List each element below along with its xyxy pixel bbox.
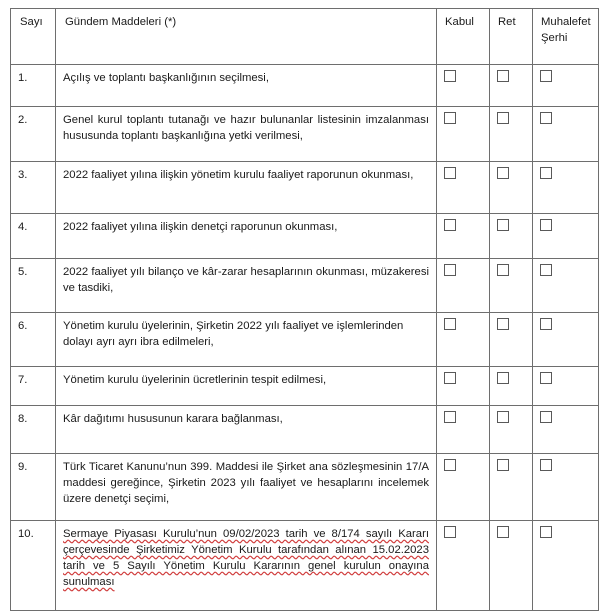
agenda-item-text	[56, 454, 437, 521]
column-header-kabul: Kabul	[437, 9, 490, 65]
row-number: 5.	[11, 259, 56, 313]
checkbox-muhalefet-serhi[interactable]	[540, 112, 552, 124]
table-row	[11, 406, 599, 454]
agenda-item-label: Kâr dağıtımı hususunun karara bağlanması,	[63, 413, 283, 425]
agenda-item-label: 2022 faaliyet yılı bilanço ve kâr-zarar hesaplarının okunması, müzakeresi ve tasdiki,	[63, 266, 429, 295]
checkbox-kabul-cell	[437, 367, 490, 406]
checkbox-muhalefet-serhi-cell	[533, 65, 599, 107]
checkbox-muhalefet-serhi[interactable]	[540, 70, 552, 82]
checkbox-muhalefet-serhi-cell	[533, 313, 599, 367]
agenda-item-label: 2022 faaliyet yılına ilişkin denetçi raporunun okunması,	[63, 221, 338, 233]
table-row	[11, 259, 599, 313]
checkbox-kabul-cell	[437, 65, 490, 107]
checkbox-muhalefet-serhi-cell	[533, 406, 599, 454]
checkbox-muhalefet-serhi[interactable]	[540, 318, 552, 330]
checkbox-muhalefet-serhi[interactable]	[540, 411, 552, 423]
checkbox-ret[interactable]	[497, 219, 509, 231]
checkbox-ret-cell	[490, 65, 533, 107]
agenda-item-label: 2022 faaliyet yılına ilişkin yönetim kurulu faaliyet raporunun okunması,	[63, 169, 414, 181]
checkbox-ret-cell	[490, 367, 533, 406]
table-header	[11, 9, 599, 65]
table-row	[11, 367, 599, 406]
checkbox-ret[interactable]	[497, 264, 509, 276]
checkbox-kabul-cell	[437, 521, 490, 611]
agenda-table	[10, 8, 599, 611]
table-row	[11, 107, 599, 162]
checkbox-kabul[interactable]	[444, 318, 456, 330]
row-number: 2.	[11, 107, 56, 162]
checkbox-muhalefet-serhi-cell	[533, 162, 599, 214]
agenda-item-label: Sermaye Piyasası Kurulu’nun 09/02/2023 tarih ve 8/174 sayılı Kararı çerçevesinde Şirketimiz Yönetim Kurulu tarafından alınan 15.02.2023 tarih ve 5 Sayılı Yönetim Kurulu Kararının genel kurulun onayına sunulması	[63, 528, 429, 589]
checkbox-ret-cell	[490, 521, 533, 611]
checkbox-ret-cell	[490, 162, 533, 214]
row-number: 6.	[11, 313, 56, 367]
table-row	[11, 214, 599, 259]
checkbox-kabul[interactable]	[444, 70, 456, 82]
agenda-item-label: Türk Ticaret Kanunu’nun 399. Maddesi ile Şirket ana sözleşmesinin 17/A maddesi gereğince, Şirketin 2023 yılı faaliyet ve hesaplarını incelemek üzere denetçi seçimi,	[63, 461, 429, 506]
checkbox-ret[interactable]	[497, 318, 509, 330]
row-number: 8.	[11, 406, 56, 454]
checkbox-kabul[interactable]	[444, 264, 456, 276]
checkbox-kabul[interactable]	[444, 526, 456, 538]
agenda-item-text	[56, 214, 437, 259]
column-header-muhalefet-serhi	[533, 9, 599, 65]
checkbox-kabul-cell	[437, 214, 490, 259]
checkbox-ret[interactable]	[497, 167, 509, 179]
column-header-gundem-maddeleri: Gündem Maddeleri (*)	[56, 9, 437, 65]
column-header-ret: Ret	[490, 9, 533, 65]
checkbox-muhalefet-serhi-cell	[533, 214, 599, 259]
checkbox-kabul-cell	[437, 162, 490, 214]
checkbox-kabul-cell	[437, 454, 490, 521]
row-number: 3.	[11, 162, 56, 214]
agenda-item-text	[56, 107, 437, 162]
agenda-item-label: Yönetim kurulu üyelerinin ücretlerinin tespit edilmesi,	[63, 374, 327, 386]
row-number: 7.	[11, 367, 56, 406]
checkbox-ret[interactable]	[497, 411, 509, 423]
agenda-item-text	[56, 521, 437, 611]
checkbox-kabul[interactable]	[444, 459, 456, 471]
checkbox-muhalefet-serhi-cell	[533, 521, 599, 611]
checkbox-kabul[interactable]	[444, 372, 456, 384]
checkbox-muhalefet-serhi-cell	[533, 367, 599, 406]
row-number: 9.	[11, 454, 56, 521]
checkbox-kabul[interactable]	[444, 167, 456, 179]
row-number: 10.	[11, 521, 56, 611]
checkbox-muhalefet-serhi[interactable]	[540, 526, 552, 538]
table-row	[11, 521, 599, 611]
table-row	[11, 162, 599, 214]
checkbox-kabul[interactable]	[444, 112, 456, 124]
checkbox-ret[interactable]	[497, 372, 509, 384]
agenda-item-label: Açılış ve toplantı başkanlığının seçilmesi,	[63, 72, 269, 84]
column-header-sayi: Sayı	[11, 9, 56, 65]
checkbox-ret-cell	[490, 259, 533, 313]
checkbox-ret-cell	[490, 313, 533, 367]
checkbox-muhalefet-serhi-cell	[533, 107, 599, 162]
header-row	[11, 9, 599, 65]
agenda-item-label: Yönetim kurulu üyelerinin, Şirketin 2022 yılı faaliyet ve işlemlerinden dolayı ayrı ayrı ibra edilmeleri,	[63, 320, 404, 349]
checkbox-muhalefet-serhi-cell	[533, 454, 599, 521]
muhalefet-line-2: Şerhi	[541, 32, 568, 45]
checkbox-ret-cell	[490, 214, 533, 259]
agenda-item-label: Genel kurul toplantı tutanağı ve hazır bulunanlar listesinin imzalanması hususunda toplantı başkanlığına yetki verilmesi,	[63, 114, 429, 143]
checkbox-kabul[interactable]	[444, 219, 456, 231]
checkbox-kabul-cell	[437, 406, 490, 454]
checkbox-ret[interactable]	[497, 526, 509, 538]
checkbox-kabul[interactable]	[444, 411, 456, 423]
checkbox-kabul-cell	[437, 259, 490, 313]
agenda-item-text	[56, 162, 437, 214]
muhalefet-line-1: Muhalefet	[541, 16, 591, 28]
checkbox-muhalefet-serhi[interactable]	[540, 264, 552, 276]
checkbox-muhalefet-serhi[interactable]	[540, 167, 552, 179]
checkbox-ret-cell	[490, 406, 533, 454]
checkbox-kabul-cell	[437, 107, 490, 162]
row-number: 1.	[11, 65, 56, 107]
agenda-item-text	[56, 259, 437, 313]
checkbox-ret[interactable]	[497, 112, 509, 124]
checkbox-muhalefet-serhi[interactable]	[540, 219, 552, 231]
table-row	[11, 454, 599, 521]
table-row	[11, 313, 599, 367]
checkbox-ret[interactable]	[497, 70, 509, 82]
agenda-item-text	[56, 367, 437, 406]
row-number: 4.	[11, 214, 56, 259]
agenda-item-text	[56, 313, 437, 367]
table-body	[11, 65, 599, 611]
checkbox-muhalefet-serhi-cell	[533, 259, 599, 313]
checkbox-muhalefet-serhi[interactable]	[540, 372, 552, 384]
checkbox-muhalefet-serhi[interactable]	[540, 459, 552, 471]
checkbox-kabul-cell	[437, 313, 490, 367]
checkbox-ret-cell	[490, 107, 533, 162]
checkbox-ret[interactable]	[497, 459, 509, 471]
agenda-item-text	[56, 406, 437, 454]
checkbox-ret-cell	[490, 454, 533, 521]
table-row	[11, 65, 599, 107]
agenda-item-text	[56, 65, 437, 107]
